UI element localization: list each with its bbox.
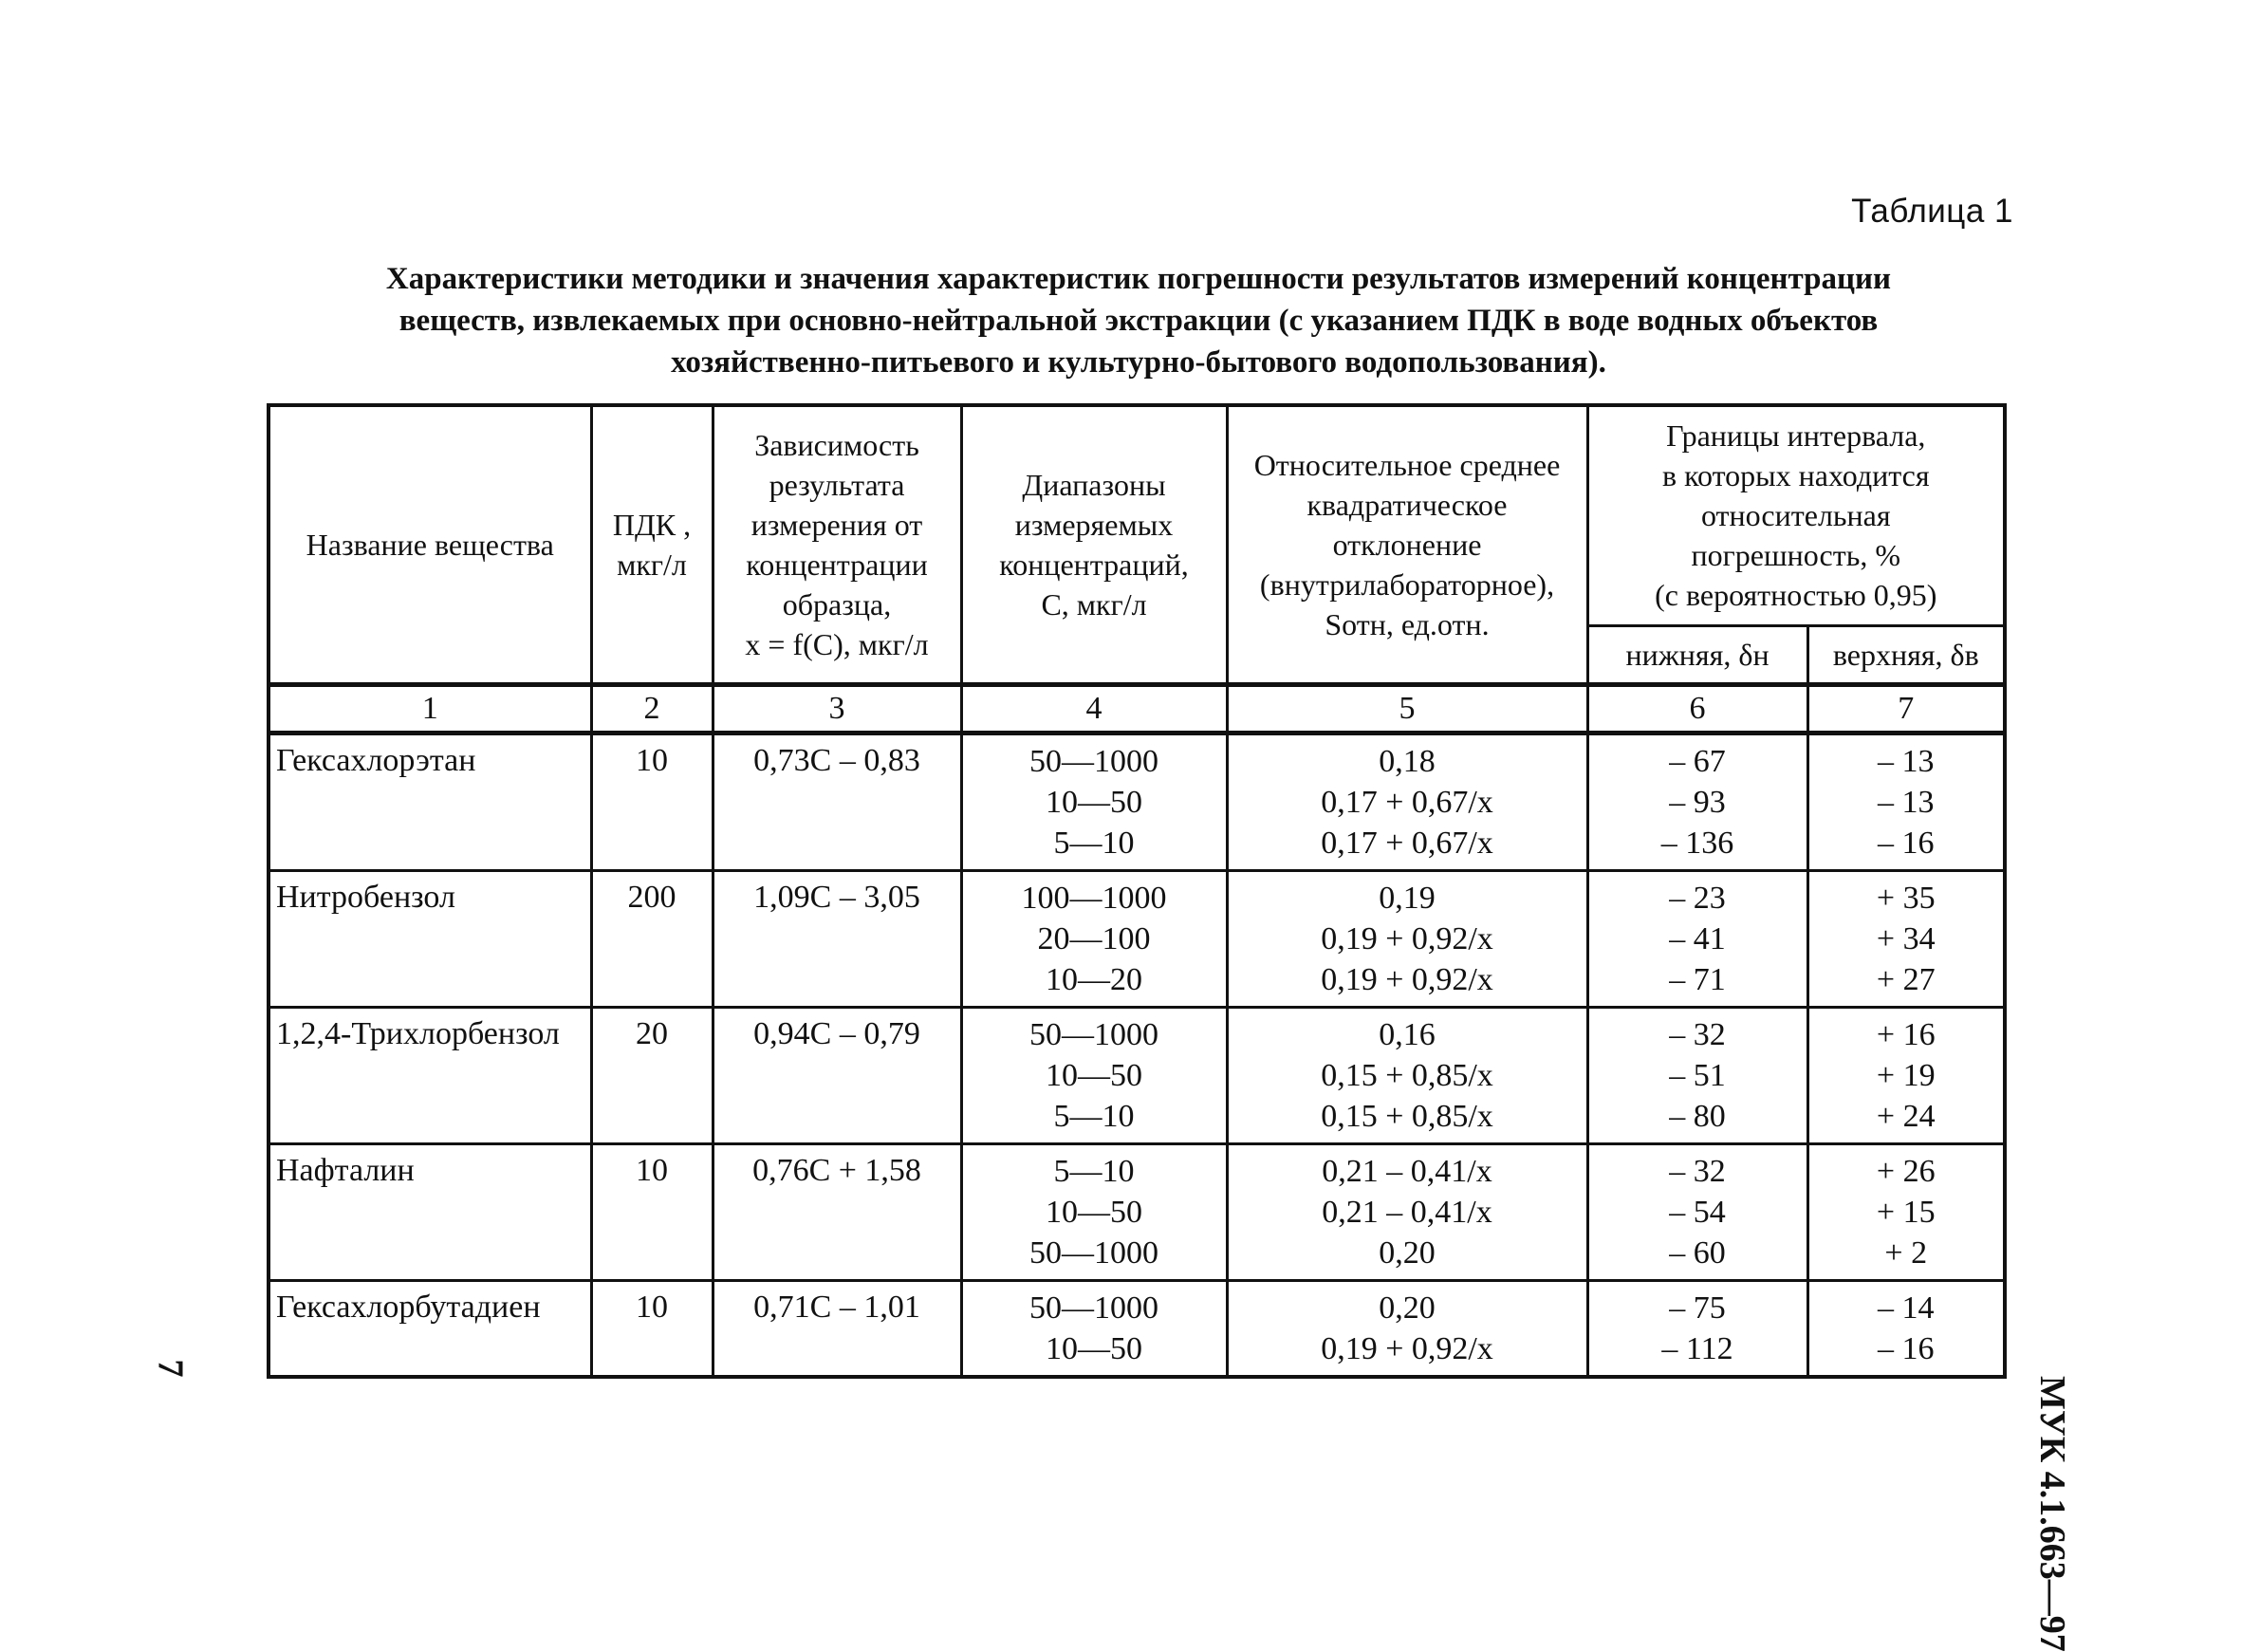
lower-bound-cell: – 67 – 93 – 136 bbox=[1587, 733, 1807, 871]
upper-bound-cell: – 14 – 16 bbox=[1807, 1281, 2005, 1378]
ranges-cell: 50—1000 10—50 bbox=[961, 1281, 1227, 1378]
table-row bbox=[269, 733, 2005, 871]
pdk-value: 10 bbox=[591, 1144, 713, 1281]
table-row bbox=[269, 871, 2005, 1008]
caption-line: Характеристики методики и значения характеристик погрешности результатов измерений концентрации bbox=[385, 262, 1892, 296]
table-label: Таблица 1 bbox=[1851, 193, 2013, 230]
pdk-value: 20 bbox=[591, 1008, 713, 1144]
upper-bound-cell: – 13 – 13 – 16 bbox=[1807, 733, 2005, 871]
header-bounds: Границы интервала, в которых находится относительная погрешность, % (с вероятностью 0,95) bbox=[1587, 405, 2005, 625]
upper-bound-cell: + 16 + 19 + 24 bbox=[1807, 1008, 2005, 1144]
ranges-cell: 50—1000 10—50 5—10 bbox=[961, 733, 1227, 871]
substance-name: Нафталин bbox=[269, 1144, 591, 1281]
ranges-cell: 100—1000 20—100 10—20 bbox=[961, 871, 1227, 1008]
upper-bound-cell: + 35 + 34 + 27 bbox=[1807, 871, 2005, 1008]
table-header bbox=[269, 405, 2005, 685]
ranges-cell: 50—1000 10—50 5—10 bbox=[961, 1008, 1227, 1144]
rsd-cell: 0,18 0,17 + 0,67/x 0,17 + 0,67/x bbox=[1227, 733, 1587, 871]
header-rsd: Относительное среднее квадратическое отклонение (внутрилабораторное), Sотн, ед.отн. bbox=[1227, 405, 1587, 685]
lower-bound-cell: – 23 – 41 – 71 bbox=[1587, 871, 1807, 1008]
column-number: 3 bbox=[713, 685, 961, 733]
caption-line: веществ, извлекаемых при основно-нейтральной экстракции (с указанием ПДК в воде водных объектов bbox=[398, 304, 1879, 338]
page-number: 7 bbox=[150, 1359, 191, 1378]
header-pdk: ПДК , мкг/л bbox=[591, 405, 713, 685]
rsd-cell: 0,20 0,19 + 0,92/x bbox=[1227, 1281, 1587, 1378]
column-number: 6 bbox=[1587, 685, 1807, 733]
header-lower: нижняя, δн bbox=[1587, 625, 1807, 684]
lower-bound-cell: – 32 – 54 – 60 bbox=[1587, 1144, 1807, 1281]
pdk-value: 10 bbox=[591, 733, 713, 871]
column-number: 2 bbox=[591, 685, 713, 733]
rsd-cell: 0,19 0,19 + 0,92/x 0,19 + 0,92/x bbox=[1227, 871, 1587, 1008]
column-number-row bbox=[269, 685, 2005, 733]
pdk-value: 10 bbox=[591, 1281, 713, 1378]
column-number: 1 bbox=[269, 685, 591, 733]
dependence-value: 0,76С + 1,58 bbox=[713, 1144, 961, 1281]
column-number: 7 bbox=[1807, 685, 2005, 733]
table-body bbox=[269, 685, 2005, 1378]
header-dependence: Зависимость результата измерения от концентрации образца, x = f(C), мкг/л bbox=[713, 405, 961, 685]
substance-name: Гексахлорбутадиен bbox=[269, 1281, 591, 1378]
lower-bound-cell: – 75 – 112 bbox=[1587, 1281, 1807, 1378]
table-caption bbox=[237, 258, 2040, 383]
table-row bbox=[269, 1144, 2005, 1281]
header-upper: верхняя, δв bbox=[1807, 625, 2005, 684]
pdk-value: 200 bbox=[591, 871, 713, 1008]
table-row bbox=[269, 1281, 2005, 1378]
rsd-cell: 0,16 0,15 + 0,85/x 0,15 + 0,85/x bbox=[1227, 1008, 1587, 1144]
characteristics-table bbox=[267, 403, 2007, 1379]
substance-name: Нитробензол bbox=[269, 871, 591, 1008]
upper-bound-cell: + 26 + 15 + 2 bbox=[1807, 1144, 2005, 1281]
header-name: Название вещества bbox=[269, 405, 591, 685]
document-code: МУК 4.1.663—97 bbox=[2032, 1376, 2072, 1652]
lower-bound-cell: – 32 – 51 – 80 bbox=[1587, 1008, 1807, 1144]
dependence-value: 0,71С – 1,01 bbox=[713, 1281, 961, 1378]
column-number: 4 bbox=[961, 685, 1227, 733]
column-number: 5 bbox=[1227, 685, 1587, 733]
rsd-cell: 0,21 – 0,41/x 0,21 – 0,41/x 0,20 bbox=[1227, 1144, 1587, 1281]
dependence-value: 0,94С – 0,79 bbox=[713, 1008, 961, 1144]
substance-name: 1,2,4-Трихлорбензол bbox=[269, 1008, 591, 1144]
dependence-value: 1,09С – 3,05 bbox=[713, 871, 961, 1008]
table-row bbox=[269, 1008, 2005, 1144]
ranges-cell: 5—10 10—50 50—1000 bbox=[961, 1144, 1227, 1281]
dependence-value: 0,73С – 0,83 bbox=[713, 733, 961, 871]
substance-name: Гексахлорэтан bbox=[269, 733, 591, 871]
caption-line: хозяйственно-питьевого и культурно-бытового водопользования). bbox=[671, 345, 1606, 380]
header-ranges: Диапазоны измеряемых концентраций, С, мкг/л bbox=[961, 405, 1227, 685]
